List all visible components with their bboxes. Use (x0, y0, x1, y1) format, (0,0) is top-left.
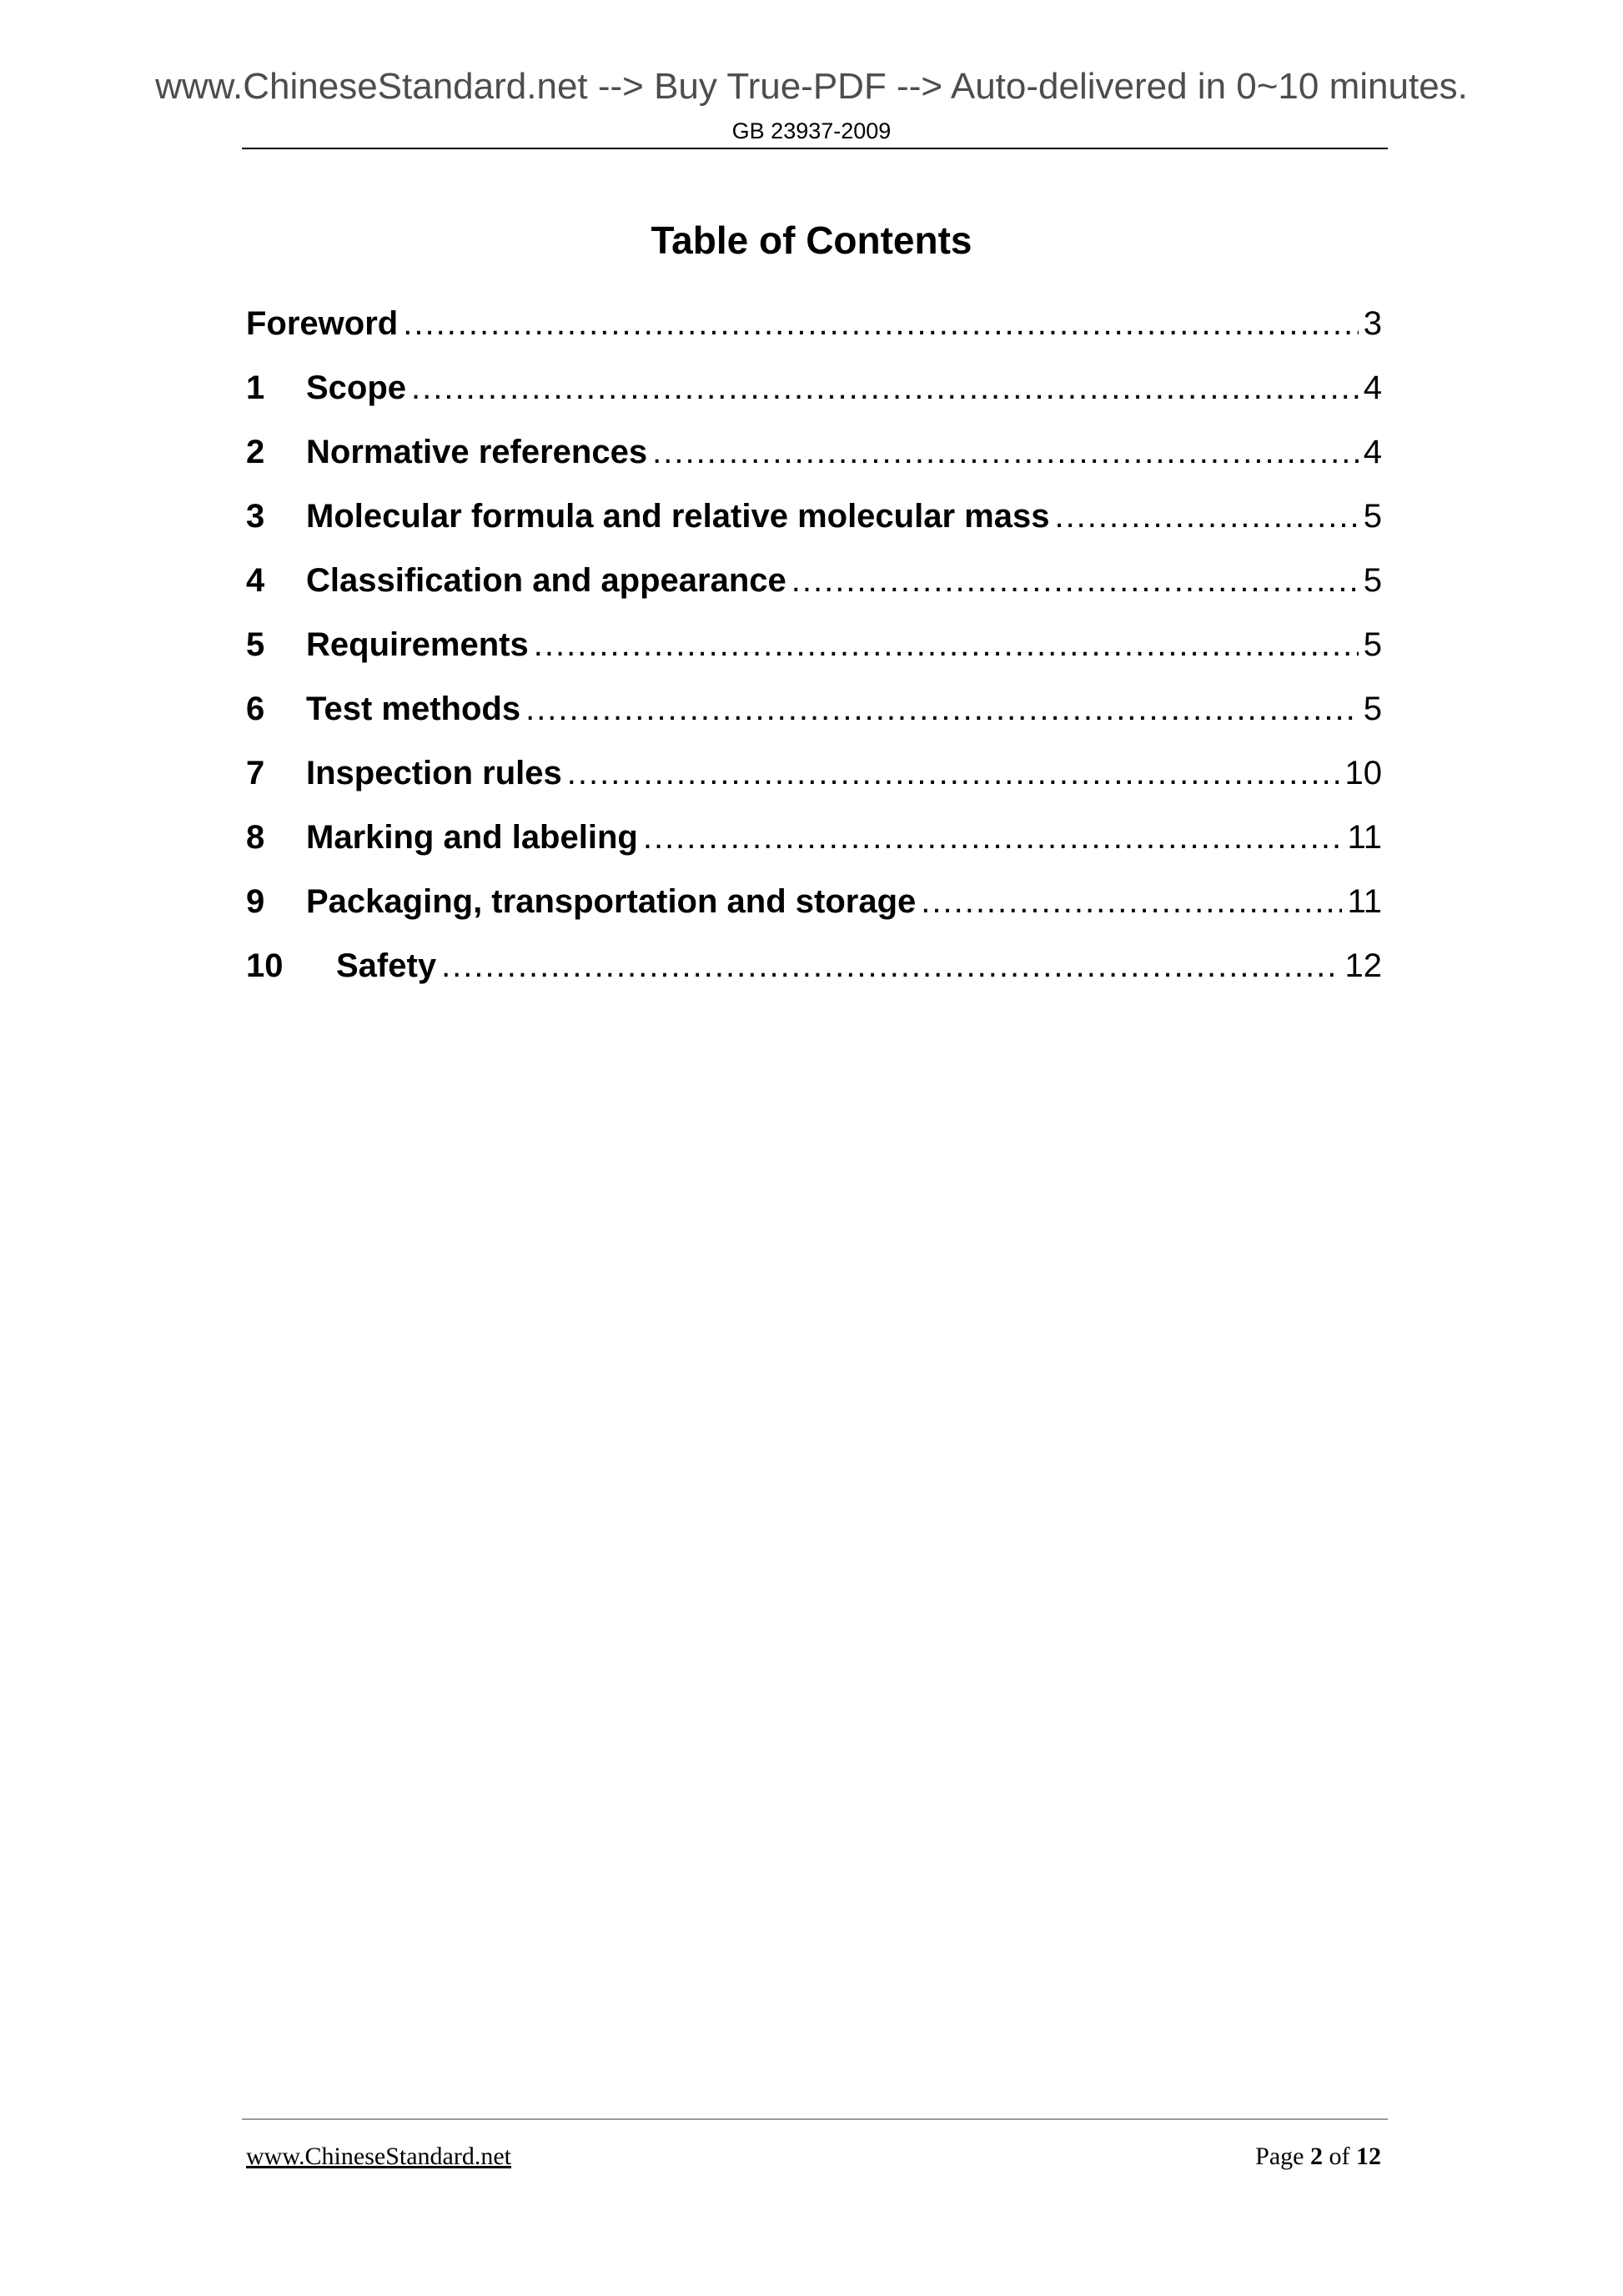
toc-entry-label: Classification and appearance (306, 562, 786, 599)
toc-entry-page: 5 (1363, 562, 1382, 599)
toc-entry-inspection-rules[interactable] (246, 750, 1382, 814)
toc-leader-dots (921, 878, 1342, 925)
toc-entry-number: 2 (246, 434, 265, 470)
toc-entry-safety[interactable] (246, 942, 1382, 1007)
footer-divider (242, 2118, 1388, 2120)
toc-leader-dots (643, 814, 1343, 861)
toc-entry-label: Inspection rules (306, 755, 562, 791)
toc-entry-page: 12 (1344, 947, 1382, 984)
toc-leader-dots (403, 300, 1359, 347)
toc-entry-label: Normative references (306, 434, 648, 470)
toc-entry-number: 3 (246, 498, 265, 535)
toc-entry-page: 5 (1363, 498, 1382, 535)
toc-title: Table of Contents (651, 219, 972, 262)
toc-entry-page: 5 (1363, 691, 1382, 727)
toc-leader-dots (567, 750, 1340, 796)
header-divider (242, 148, 1388, 149)
toc-entry-packaging[interactable] (246, 878, 1382, 942)
toc-entry-number: 8 (246, 819, 265, 856)
footer-website-link[interactable]: www.ChineseStandard.net (246, 2143, 511, 2170)
toc-entry-label: Packaging, transportation and storage (306, 883, 917, 920)
page-label: Page (1255, 2143, 1304, 2170)
toc-entry-requirements[interactable] (246, 621, 1382, 686)
total-pages-number: 12 (1356, 2143, 1381, 2170)
toc-entry-label: Molecular formula and relative molecular mass (306, 498, 1050, 535)
toc-entry-page: 4 (1363, 434, 1382, 470)
toc-entry-label: Test methods (306, 691, 521, 727)
toc-entry-label: Scope (306, 369, 407, 406)
page-of-label: of (1329, 2143, 1350, 2170)
site-banner: www.ChineseStandard.net --> Buy True-PDF --> Auto-delivered in 0~10 minutes. (155, 66, 1468, 107)
toc-leader-dots (534, 621, 1359, 668)
toc-leader-dots (525, 686, 1359, 732)
toc-entry-page: 11 (1347, 883, 1382, 920)
standard-number: GB 23937-2009 (731, 118, 892, 143)
toc-entry-page: 4 (1363, 369, 1382, 406)
toc-leader-dots (441, 942, 1339, 989)
toc-list (246, 300, 1382, 1007)
toc-entry-normative-references[interactable] (246, 429, 1382, 493)
toc-entry-label: Safety (336, 947, 437, 984)
toc-leader-dots (1054, 493, 1358, 540)
toc-entry-page: 5 (1363, 626, 1382, 663)
toc-leader-dots (652, 429, 1359, 475)
toc-entry-page: 10 (1344, 755, 1382, 791)
toc-entry-number: 1 (246, 369, 265, 406)
current-page-number: 2 (1310, 2143, 1323, 2170)
toc-leader-dots (791, 557, 1359, 604)
toc-entry-molecular-formula[interactable] (246, 493, 1382, 557)
toc-entry-scope[interactable] (246, 364, 1382, 429)
toc-leader-dots (411, 364, 1359, 411)
toc-entry-page: 11 (1347, 819, 1382, 856)
toc-entry-label: Marking and labeling (306, 819, 638, 856)
toc-entry-number: 10 (246, 947, 284, 984)
toc-entry-number: 9 (246, 883, 265, 920)
toc-entry-classification[interactable] (246, 557, 1382, 621)
toc-entry-label: Foreword (246, 305, 399, 342)
toc-entry-page: 3 (1363, 305, 1382, 342)
toc-entry-test-methods[interactable] (246, 686, 1382, 750)
toc-entry-number: 7 (246, 755, 265, 791)
toc-entry-number: 5 (246, 626, 265, 663)
toc-entry-number: 6 (246, 691, 265, 727)
toc-entry-number: 4 (246, 562, 265, 599)
page-indicator (1255, 2140, 1381, 2173)
toc-entry-label: Requirements (306, 626, 529, 663)
toc-entry-foreword[interactable] (246, 300, 1382, 364)
toc-entry-marking[interactable] (246, 814, 1382, 878)
